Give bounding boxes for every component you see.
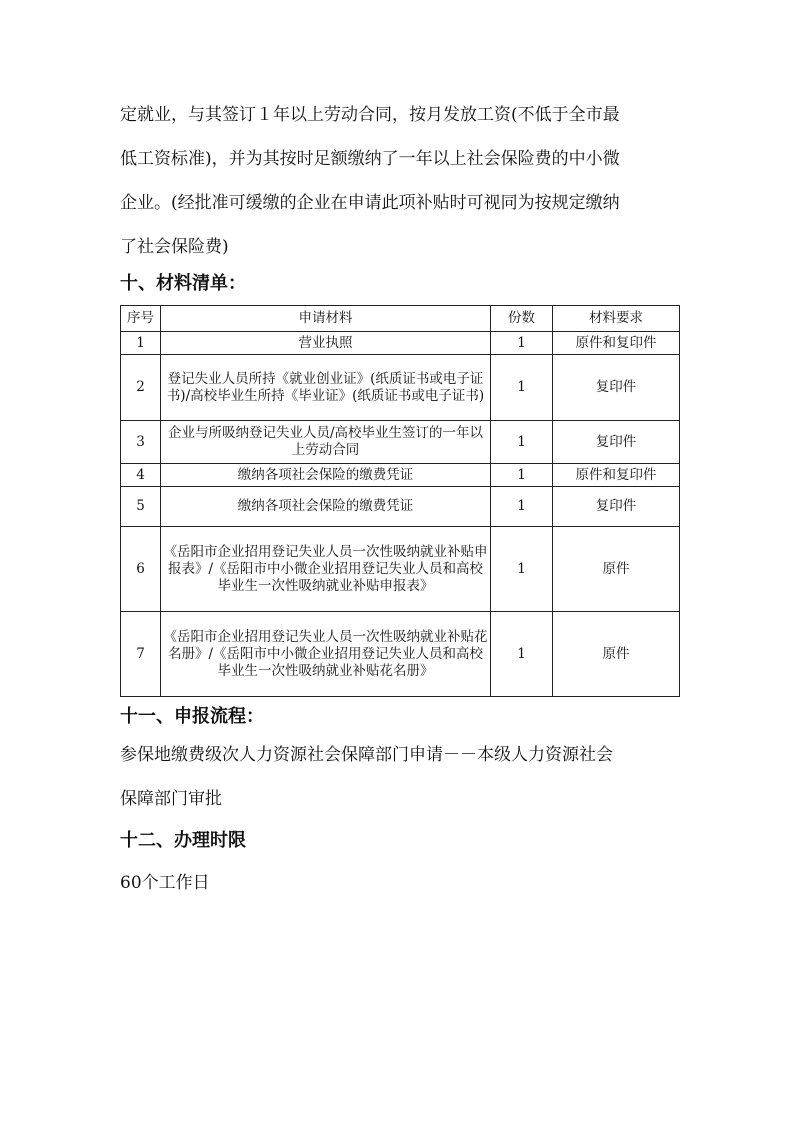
row-no: 7 (121, 612, 161, 697)
process-paragraph (120, 740, 680, 815)
header-material: 申请材料 (161, 306, 491, 332)
row-material: 《岳阳市企业招用登记失业人员一次性吸纳就业补贴花名册》/《岳阳市中小微企业招用登记失业人员和高校毕业生一次性吸纳就业补贴花名册》 (161, 612, 491, 697)
row-material: 登记失业人员所持《就业创业证》(纸质证书或电子证书)/高校毕业生所持《毕业证》(纸质证书或电子证书) (161, 355, 491, 421)
row-requirement: 原件和复印件 (553, 464, 680, 487)
row-no: 2 (121, 355, 161, 421)
section-10-title: 十、材料清单： (120, 273, 246, 294)
row-count: 1 (491, 421, 553, 464)
row-no: 5 (121, 487, 161, 527)
row-material: 《岳阳市企业招用登记失业人员一次性吸纳就业补贴申报表》/《岳阳市中小微企业招用登记失业人员和高校毕业生一次性吸纳就业补贴申报表》 (161, 527, 491, 612)
process-line-1: 参保地缴费级次人力资源社会保障部门申请－－本级人力资源社会 (120, 745, 613, 765)
row-material: 缴纳各项社会保险的缴费凭证 (161, 487, 491, 527)
row-no: 6 (121, 527, 161, 612)
process-line-2: 保障部门审批 (120, 789, 222, 809)
row-material: 缴纳各项社会保险的缴费凭证 (161, 464, 491, 487)
intro-line-4: 了社会保险费) (120, 237, 229, 257)
row-requirement: 原件和复印件 (553, 332, 680, 355)
row-count: 1 (491, 487, 553, 527)
intro-line-3: 企业。(经批准可缓缴的企业在申请此项补贴时可视同为按规定缴纳 (120, 193, 620, 213)
intro-paragraph (120, 100, 680, 263)
section-12-title: 十二、办理时限 (120, 830, 246, 851)
materials-table (120, 305, 680, 697)
time-limit-text: 60个工作日 (120, 873, 210, 893)
row-requirement: 复印件 (553, 421, 680, 464)
table-header-row (121, 306, 680, 332)
header-no: 序号 (121, 306, 161, 332)
row-material: 企业与所吸纳登记失业人员/高校毕业生签订的一年以上劳动合同 (161, 421, 491, 464)
row-no: 1 (121, 332, 161, 355)
header-count: 份数 (491, 306, 553, 332)
table-row (121, 332, 680, 355)
intro-line-1: 定就业，与其签订１年以上劳动合同，按月发放工资(不低于全市最 (120, 105, 620, 125)
table-row (121, 487, 680, 527)
table-row (121, 464, 680, 487)
table-row (121, 527, 680, 612)
row-requirement: 复印件 (553, 487, 680, 527)
row-count: 1 (491, 527, 553, 612)
row-requirement: 原件 (553, 612, 680, 697)
table-row (121, 612, 680, 697)
section-11-title: 十一、申报流程： (120, 706, 264, 727)
row-material: 营业执照 (161, 332, 491, 355)
row-count: 1 (491, 464, 553, 487)
row-count: 1 (491, 332, 553, 355)
row-requirement: 原件 (553, 527, 680, 612)
table-row (121, 421, 680, 464)
row-no: 3 (121, 421, 161, 464)
intro-line-2: 低工资标准)，并为其按时足额缴纳了一年以上社会保险费的中小微 (120, 149, 620, 169)
table-row (121, 355, 680, 421)
row-requirement: 复印件 (553, 355, 680, 421)
header-requirement: 材料要求 (553, 306, 680, 332)
row-count: 1 (491, 612, 553, 697)
row-no: 4 (121, 464, 161, 487)
row-count: 1 (491, 355, 553, 421)
